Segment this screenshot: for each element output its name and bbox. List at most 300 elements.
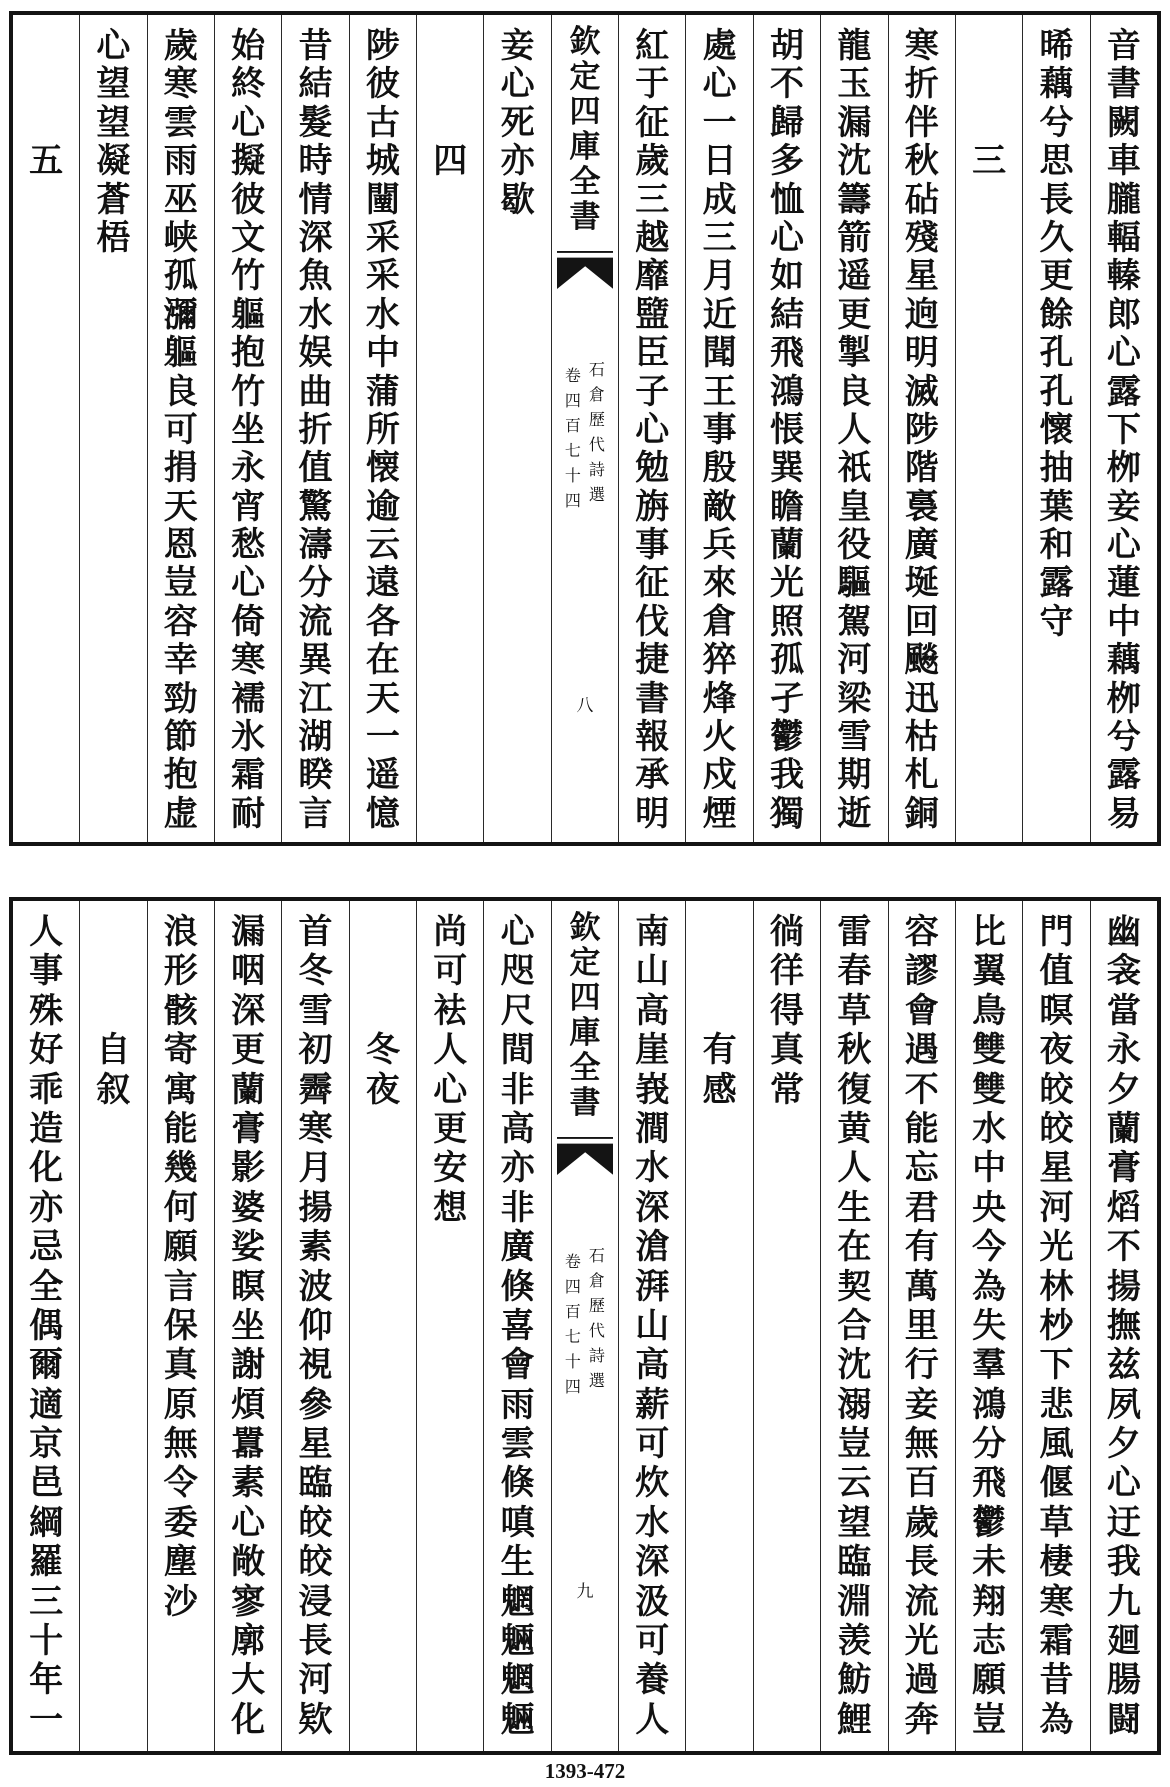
glyph: 歲 xyxy=(904,1502,939,1543)
glyph: 皎 xyxy=(1039,1069,1074,1110)
glyph: 湖 xyxy=(298,717,333,758)
glyph: 下 xyxy=(1039,1345,1074,1386)
glyph: 車 xyxy=(1106,141,1141,182)
glyph: 水 xyxy=(635,1502,670,1543)
glyph: 望 xyxy=(837,1502,872,1543)
glyph: 明 xyxy=(904,333,939,374)
glyph: 魴 xyxy=(837,1660,872,1701)
text-column xyxy=(1090,15,1157,842)
text-column xyxy=(820,901,887,1751)
glyph: 倉 xyxy=(588,1271,605,1290)
glyph: 沈 xyxy=(837,1345,872,1386)
glyph: 寥 xyxy=(231,1581,266,1622)
glyph: 忘 xyxy=(904,1148,939,1189)
glyph: 梁 xyxy=(837,678,872,719)
glyph: 保 xyxy=(163,1305,198,1346)
glyph: 懐 xyxy=(365,448,400,489)
glyph: 倉 xyxy=(588,385,605,404)
glyph: 流 xyxy=(298,601,333,642)
glyph: 于 xyxy=(635,64,670,105)
glyph: 望 xyxy=(96,64,131,105)
glyph: 音 xyxy=(1106,26,1141,66)
glyph: 棲 xyxy=(1039,1542,1074,1583)
glyph: 節 xyxy=(163,717,198,758)
glyph: 全 xyxy=(29,1266,64,1307)
glyph: 倉 xyxy=(702,601,737,642)
glyph: 藕 xyxy=(1106,640,1141,681)
glyph: 鬱 xyxy=(770,717,805,758)
fold-title xyxy=(552,25,618,235)
text-column xyxy=(888,15,955,842)
glyph: 心 xyxy=(433,1069,468,1110)
glyph: 鯉 xyxy=(837,1699,872,1740)
glyph: 五 xyxy=(29,141,64,182)
glyph: 非 xyxy=(500,1069,535,1110)
glyph: 四 xyxy=(564,491,581,510)
fold-caption xyxy=(552,357,618,513)
glyph: 愁 xyxy=(231,525,266,566)
glyph: 養 xyxy=(635,1660,670,1701)
glyph: 飈 xyxy=(904,640,939,681)
glyph: 全 xyxy=(569,1050,601,1086)
text-column xyxy=(281,901,348,1751)
glyph: 為 xyxy=(1039,1699,1074,1740)
glyph: 聞 xyxy=(702,333,737,374)
glyph: 全 xyxy=(569,164,601,200)
glyph: 有 xyxy=(904,1227,939,1268)
glyph: 夜 xyxy=(365,1069,400,1110)
glyph: 征 xyxy=(635,102,670,143)
glyph: 瞑 xyxy=(231,1266,266,1307)
glyph: 心 xyxy=(770,217,805,258)
glyph: 復 xyxy=(837,1069,872,1110)
glyph: 魍 xyxy=(500,1660,535,1701)
glyph: 孔 xyxy=(1039,371,1074,412)
glyph: 多 xyxy=(770,141,805,182)
glyph: 勉 xyxy=(635,448,670,489)
glyph: 沙 xyxy=(163,1581,198,1622)
glyph: 參 xyxy=(298,1384,333,1425)
glyph: 軀 xyxy=(231,294,266,335)
glyph: 心 xyxy=(500,64,535,105)
glyph: 耐 xyxy=(231,793,266,834)
glyph: 盬 xyxy=(635,294,670,335)
glyph: 龍 xyxy=(837,26,872,66)
text-column xyxy=(955,901,1022,1751)
glyph: 熖 xyxy=(1106,1187,1141,1228)
glyph: 能 xyxy=(163,1108,198,1149)
fold-book-title xyxy=(587,1243,607,1399)
glyph: 兵 xyxy=(702,525,737,566)
glyph: 京 xyxy=(29,1424,64,1465)
glyph: 卷 xyxy=(564,366,581,385)
glyph: 大 xyxy=(231,1660,266,1701)
glyph: 黄 xyxy=(837,1108,872,1149)
glyph: 廣 xyxy=(904,525,939,566)
glyph: 書 xyxy=(635,678,670,719)
glyph: 心 xyxy=(1106,333,1141,374)
text-column xyxy=(820,15,887,842)
text-column xyxy=(685,15,752,842)
glyph: 更 xyxy=(1039,256,1074,297)
glyph: 亦 xyxy=(500,1148,535,1189)
glyph: 陟 xyxy=(904,409,939,450)
glyph: 越 xyxy=(635,217,670,258)
glyph: 中 xyxy=(972,1148,1007,1189)
glyph: 四 xyxy=(569,980,601,1016)
glyph: 魚 xyxy=(298,256,333,297)
glyph: 遠 xyxy=(365,563,400,604)
glyph: 雙 xyxy=(972,1069,1007,1110)
glyph: 言 xyxy=(163,1266,198,1307)
text-column xyxy=(1090,901,1157,1751)
glyph: 殘 xyxy=(904,217,939,258)
glyph: 不 xyxy=(1106,1227,1141,1268)
glyph: 胡 xyxy=(770,26,805,66)
glyph: 年 xyxy=(29,1660,64,1701)
glyph: 臣 xyxy=(635,333,670,374)
glyph: 妾 xyxy=(500,26,535,66)
glyph: 我 xyxy=(770,755,805,796)
glyph: 懷 xyxy=(1039,409,1074,450)
glyph: 幸 xyxy=(163,640,198,681)
glyph: 心 xyxy=(1106,525,1141,566)
glyph: 自 xyxy=(96,1030,131,1071)
glyph: 兮 xyxy=(1039,102,1074,143)
glyph: 滄 xyxy=(635,1227,670,1268)
glyph: 驅 xyxy=(837,563,872,604)
glyph: 雪 xyxy=(298,990,333,1031)
glyph: 安 xyxy=(433,1148,468,1189)
glyph: 文 xyxy=(231,217,266,258)
glyph: 高 xyxy=(500,1108,535,1149)
glyph: 轃 xyxy=(1106,256,1141,297)
glyph: 會 xyxy=(500,1345,535,1386)
glyph: 火 xyxy=(702,717,737,758)
glyph: 代 xyxy=(588,1321,605,1340)
page-number: 1393-472 xyxy=(544,1759,626,1783)
glyph: 感 xyxy=(702,1069,737,1110)
glyph: 沈 xyxy=(837,141,872,182)
glyph: 久 xyxy=(1039,217,1074,258)
glyph: 值 xyxy=(1039,951,1074,992)
glyph: 夕 xyxy=(1106,1424,1141,1465)
center-fold xyxy=(551,15,618,842)
glyph: 皇 xyxy=(837,486,872,527)
glyph: 光 xyxy=(904,1621,939,1662)
glyph: 闉 xyxy=(365,179,400,220)
glyph: 山 xyxy=(635,1305,670,1346)
glyph: 孑 xyxy=(770,678,805,719)
glyph: 敵 xyxy=(702,486,737,527)
fold-leaf-number: 八 xyxy=(576,696,594,716)
glyph: 采 xyxy=(365,217,400,258)
text-column xyxy=(753,901,820,1751)
glyph: 深 xyxy=(635,1187,670,1228)
glyph: 袪 xyxy=(433,990,468,1031)
glyph: 衾 xyxy=(1106,951,1141,992)
glyph: 人 xyxy=(29,912,64,952)
glyph: 未 xyxy=(972,1542,1007,1583)
glyph: 憶 xyxy=(365,793,400,834)
glyph: 崖 xyxy=(635,1030,670,1071)
glyph: 高 xyxy=(635,990,670,1031)
glyph: 願 xyxy=(163,1227,198,1268)
glyph: 鳥 xyxy=(972,990,1007,1031)
glyph: 高 xyxy=(635,1345,670,1386)
fold-volume xyxy=(563,363,583,513)
glyph: 孔 xyxy=(1039,333,1074,374)
glyph: 寓 xyxy=(163,1069,198,1110)
glyph: 爾 xyxy=(29,1345,64,1386)
glyph: 葉 xyxy=(1039,486,1074,527)
glyph: 揚 xyxy=(298,1187,333,1228)
glyph: 駕 xyxy=(837,601,872,642)
glyph: 廣 xyxy=(500,1227,535,1268)
glyph: 為 xyxy=(972,1266,1007,1307)
glyph: 汲 xyxy=(635,1581,670,1622)
glyph: 溺 xyxy=(837,1384,872,1425)
glyph: 銅 xyxy=(904,793,939,834)
glyph: 雲 xyxy=(500,1424,535,1465)
glyph: 四 xyxy=(433,141,468,182)
glyph: 雲 xyxy=(163,102,198,143)
glyph: 令 xyxy=(163,1463,198,1504)
glyph: 忌 xyxy=(29,1227,64,1268)
glyph: 常 xyxy=(770,1069,805,1110)
glyph: 蘭 xyxy=(1106,1108,1141,1149)
glyph: 志 xyxy=(972,1621,1007,1662)
glyph: 廓 xyxy=(231,1621,266,1662)
glyph: 偶 xyxy=(29,1305,64,1346)
glyph: 心 xyxy=(231,1502,266,1543)
glyph: 天 xyxy=(163,486,198,527)
glyph: 一 xyxy=(29,1699,64,1740)
glyph: 君 xyxy=(904,1187,939,1228)
glyph: 鴻 xyxy=(972,1384,1007,1425)
glyph: 襦 xyxy=(231,678,266,719)
glyph: 睽 xyxy=(298,755,333,796)
glyph: 欵 xyxy=(298,1699,333,1740)
glyph: 囂 xyxy=(231,1424,266,1465)
glyph: 河 xyxy=(837,640,872,681)
glyph: 四 xyxy=(564,1277,581,1296)
glyph: 遥 xyxy=(837,256,872,297)
glyph: 咫 xyxy=(500,951,535,992)
text-column xyxy=(147,15,214,842)
glyph: 彼 xyxy=(365,64,400,105)
glyph: 裛 xyxy=(904,486,939,527)
glyph: 羣 xyxy=(972,1345,1007,1386)
fold-title xyxy=(552,911,618,1121)
glyph: 梧 xyxy=(96,217,131,258)
glyph: 骸 xyxy=(163,990,198,1031)
glyph: 書 xyxy=(569,1085,601,1121)
lower-leaf xyxy=(9,897,1161,1755)
glyph: 草 xyxy=(1039,1502,1074,1543)
glyph: 化 xyxy=(29,1148,64,1189)
glyph: 歲 xyxy=(635,141,670,182)
glyph: 寒 xyxy=(231,640,266,681)
text-column xyxy=(888,901,955,1751)
glyph: 蓮 xyxy=(1106,563,1141,604)
glyph: 時 xyxy=(298,141,333,182)
glyph: 謝 xyxy=(231,1345,266,1386)
glyph: 雨 xyxy=(163,141,198,182)
glyph: 欽 xyxy=(569,24,601,60)
glyph: 報 xyxy=(635,717,670,758)
glyph: 虚 xyxy=(163,793,198,834)
glyph: 不 xyxy=(770,64,805,105)
glyph: 九 xyxy=(1106,1581,1141,1622)
glyph: 倏 xyxy=(500,1463,535,1504)
glyph: 門 xyxy=(1039,912,1074,952)
glyph: 星 xyxy=(1039,1148,1074,1189)
glyph: 揚 xyxy=(1106,1266,1141,1307)
glyph: 天 xyxy=(365,678,400,719)
glyph: 皎 xyxy=(1039,1108,1074,1149)
glyph: 蘭 xyxy=(231,1069,266,1110)
glyph: 春 xyxy=(837,951,872,992)
glyph: 敞 xyxy=(231,1542,266,1583)
glyph: 死 xyxy=(500,102,535,143)
glyph: 在 xyxy=(365,640,400,681)
glyph: 山 xyxy=(635,951,670,992)
glyph: 迅 xyxy=(904,678,939,719)
glyph: 髮 xyxy=(298,102,333,143)
glyph: 十 xyxy=(564,1352,581,1371)
glyph: 役 xyxy=(837,525,872,566)
glyph: 霜 xyxy=(1039,1621,1074,1662)
glyph: 云 xyxy=(365,525,400,566)
glyph: 翔 xyxy=(972,1581,1007,1622)
glyph: 郎 xyxy=(1106,294,1141,335)
text-column xyxy=(1022,15,1089,842)
glyph: 晞 xyxy=(1039,26,1074,66)
glyph: 倚 xyxy=(231,601,266,642)
glyph: 王 xyxy=(702,371,737,412)
glyph: 選 xyxy=(588,1371,605,1390)
glyph: 峡 xyxy=(163,217,198,258)
poem-heading xyxy=(349,901,416,1751)
glyph: 異 xyxy=(298,640,333,681)
glyph: 陟 xyxy=(365,26,400,66)
glyph: 事 xyxy=(29,951,64,992)
glyph: 光 xyxy=(770,563,805,604)
glyph: 悲 xyxy=(1039,1384,1074,1425)
glyph: 心 xyxy=(635,409,670,450)
fishtail-mark xyxy=(557,1137,613,1175)
glyph: 旃 xyxy=(635,486,670,527)
glyph: 三 xyxy=(702,217,737,258)
glyph: 豈 xyxy=(163,563,198,604)
glyph: 言 xyxy=(298,793,333,834)
glyph: 魎 xyxy=(500,1699,535,1740)
glyph: 殷 xyxy=(702,448,737,489)
glyph: 星 xyxy=(904,256,939,297)
glyph: 羡 xyxy=(837,1621,872,1662)
glyph: 孤 xyxy=(770,640,805,681)
poem-heading xyxy=(79,901,146,1751)
text-column xyxy=(483,15,550,842)
glyph: 冬 xyxy=(298,951,333,992)
glyph: 捐 xyxy=(163,448,198,489)
glyph: 露 xyxy=(1039,563,1074,604)
glyph: 明 xyxy=(635,793,670,834)
glyph: 妾 xyxy=(1106,486,1141,527)
glyph: 闘 xyxy=(1106,1699,1141,1740)
glyph: 征 xyxy=(635,563,670,604)
glyph: 來 xyxy=(702,563,737,604)
glyph: 雨 xyxy=(500,1384,535,1425)
glyph: 良 xyxy=(837,371,872,412)
fold-caption xyxy=(552,1243,618,1399)
glyph: 豈 xyxy=(837,1424,872,1465)
glyph: 伴 xyxy=(904,102,939,143)
glyph: 心 xyxy=(231,102,266,143)
glyph: 真 xyxy=(770,1030,805,1071)
glyph: 願 xyxy=(972,1660,1007,1701)
glyph: 乖 xyxy=(29,1069,64,1110)
glyph: 造 xyxy=(29,1108,64,1149)
glyph: 承 xyxy=(635,755,670,796)
glyph: 妾 xyxy=(904,1384,939,1425)
glyph: 寒 xyxy=(298,1108,333,1149)
glyph: 流 xyxy=(904,1581,939,1622)
glyph: 心 xyxy=(231,563,266,604)
glyph: 坐 xyxy=(231,1305,266,1346)
glyph: 風 xyxy=(1039,1424,1074,1465)
glyph: 夙 xyxy=(1106,1384,1141,1425)
glyph: 歸 xyxy=(770,102,805,143)
glyph: 倏 xyxy=(500,1266,535,1307)
glyph: 永 xyxy=(231,448,266,489)
glyph: 能 xyxy=(904,1108,939,1149)
glyph: 結 xyxy=(770,294,805,335)
glyph: 魎 xyxy=(500,1621,535,1662)
glyph: 輻 xyxy=(1106,217,1141,258)
glyph: 央 xyxy=(972,1187,1007,1228)
text-column xyxy=(618,15,685,842)
glyph: 下 xyxy=(1106,409,1141,450)
glyph: 尚 xyxy=(433,912,468,952)
text-column xyxy=(1022,901,1089,1751)
glyph: 書 xyxy=(569,199,601,235)
glyph: 事 xyxy=(635,525,670,566)
glyph: 飛 xyxy=(972,1463,1007,1504)
glyph: 歷 xyxy=(588,410,605,429)
glyph: 冬 xyxy=(365,1030,400,1071)
glyph: 埏 xyxy=(904,563,939,604)
glyph: 塵 xyxy=(163,1542,198,1583)
glyph: 歇 xyxy=(500,179,535,220)
glyph: 札 xyxy=(904,755,939,796)
glyph: 煙 xyxy=(702,793,737,834)
glyph: 擬 xyxy=(231,141,266,182)
glyph: 竹 xyxy=(231,256,266,297)
glyph: 原 xyxy=(163,1384,198,1425)
glyph: 人 xyxy=(837,409,872,450)
text-column xyxy=(618,901,685,1751)
glyph: 比 xyxy=(972,912,1007,952)
glyph: 紅 xyxy=(635,26,670,66)
glyph: 殊 xyxy=(29,990,64,1031)
glyph: 生 xyxy=(500,1542,535,1583)
text-column xyxy=(483,901,550,1751)
glyph: 良 xyxy=(163,371,198,412)
glyph: 化 xyxy=(231,1699,266,1740)
glyph: 影 xyxy=(231,1148,266,1189)
